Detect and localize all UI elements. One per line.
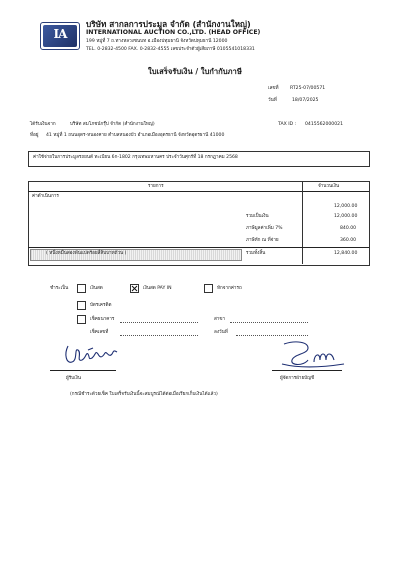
table-row-item: ค่าดำเนินการ: [32, 194, 59, 199]
branch-line[interactable]: [230, 322, 308, 323]
deduct-from-car-checkbox[interactable]: [204, 284, 213, 293]
bank-check-label: เช็คธนาคาร: [90, 317, 115, 322]
payment-label: ชำระเป็น: [50, 286, 69, 291]
table-column-divider: [302, 181, 303, 264]
company-name-th: บริษัท สากลการประมูล จำกัด (สำนักงานใหญ่): [86, 19, 251, 29]
deduct-from-car-label: หักจากค่ารถ: [217, 286, 242, 291]
pay-in-label: เงินสด PAY IN: [143, 286, 172, 291]
check-date-line[interactable]: [236, 335, 308, 336]
column-header-item: รายการ: [148, 184, 164, 189]
total-row-divider: [28, 247, 369, 248]
footer-note: (กรณีชำระด้วยเช็ค ใบเสร็จรับเงินนี้จะสมบูรณ์ได้ต่อเมื่อเรียกเก็บเงินได้แล้ว): [70, 392, 218, 397]
credit-card-checkbox[interactable]: [77, 301, 86, 310]
finance-signature-line: [272, 370, 342, 371]
receiver-signature-line: [50, 370, 116, 371]
check-no-line[interactable]: [120, 335, 198, 336]
credit-card-label: บัตรเครดิต: [90, 303, 112, 308]
withholding-tax-amount: 360.00: [340, 238, 357, 243]
doc-no-value: RT25-07/00571: [290, 86, 326, 91]
branch-label: สาขา: [214, 317, 226, 322]
tax-id-value: 0415562000021: [305, 122, 343, 127]
vat-amount: 840.00: [340, 226, 357, 231]
date-label: วันที่: [268, 98, 277, 103]
reference-text: ค่าใช้จ่ายในการประมูลรถยนต์ ทะเบียน 6ก-1802 กรุงเทพมหานคร ประจำวันศุกร์ที่ 18 กรกฎาคม 2568: [33, 155, 238, 160]
company-address: 199 หมู่ที่ 7 ถ.ทางหลวงชนบท อ.เมืองปทุมธานี จังหวัดปทุมธานี 12000: [86, 39, 228, 44]
vat-label: ภาษีมูลค่าเพิ่ม 7%: [246, 226, 283, 231]
address-label: ที่อยู่: [30, 133, 39, 138]
subtotal-label: รวมเป็นเงิน: [246, 214, 269, 219]
bank-check-checkbox[interactable]: [77, 315, 86, 324]
pay-in-checkbox[interactable]: [130, 284, 139, 293]
document-title: ใบเสร็จรับเงิน / ใบกำกับภาษี: [148, 67, 242, 76]
cash-checkbox[interactable]: [77, 284, 86, 293]
checkmark-x-icon: [131, 285, 138, 292]
receiver-signature: [62, 340, 122, 368]
subtotal-amount: 12,000.00: [334, 214, 358, 219]
bank-name-line[interactable]: [120, 322, 198, 323]
received-from-label: ได้รับเงินจาก: [30, 122, 56, 127]
finance-signature: [278, 338, 348, 370]
table-row-amount: 12,000.00: [334, 204, 358, 209]
table-header-divider: [28, 191, 369, 192]
company-name-en: INTERNATIONAL AUCTION CO.,LTD. (HEAD OFFICE): [86, 29, 261, 36]
company-logo: [40, 22, 80, 50]
doc-no-label: เลขที่: [268, 86, 279, 91]
logo-letters: IA: [53, 27, 67, 41]
company-contact: TEL. 0-2832-4500 FAX. 0-2832-4555 เลขประจำตัวผู้เสียภาษี 0105541018331: [86, 47, 255, 52]
column-header-amount: จำนวนเงิน: [318, 184, 340, 189]
finance-title: ผู้จัดการฝ่ายบัญชี: [280, 376, 315, 381]
grand-total-amount: 12,840.00: [334, 251, 358, 256]
withholding-tax-label: ภาษีหัก ณ ที่จ่าย: [246, 238, 279, 243]
customer-address: 41 หมู่ที่ 1 ถนนอุดร-หนองคาย ตำบลหนองบัว อำเภอเมืองอุดรธานี จังหวัดอุดรธานี 41000: [46, 133, 225, 138]
receiver-title: ผู้รับเงิน: [66, 376, 82, 381]
check-date-label: ลงวันที่: [214, 330, 228, 335]
cash-label: เงินสด: [90, 286, 103, 291]
amount-in-words: ( หนึ่งหมื่นสองพันแปดร้อยสี่สิบบาทถ้วน ): [46, 251, 127, 256]
customer-name: บริษัท สมโภชน์กรุ๊ป จำกัด (สำนักงานใหญ่): [70, 122, 155, 127]
tax-id-label: TAX ID :: [278, 122, 297, 127]
date-value: 18/07/2025: [292, 98, 319, 103]
check-no-label: เช็คเลขที่: [90, 330, 109, 335]
grand-total-label: รวมทั้งสิ้น: [246, 251, 266, 256]
